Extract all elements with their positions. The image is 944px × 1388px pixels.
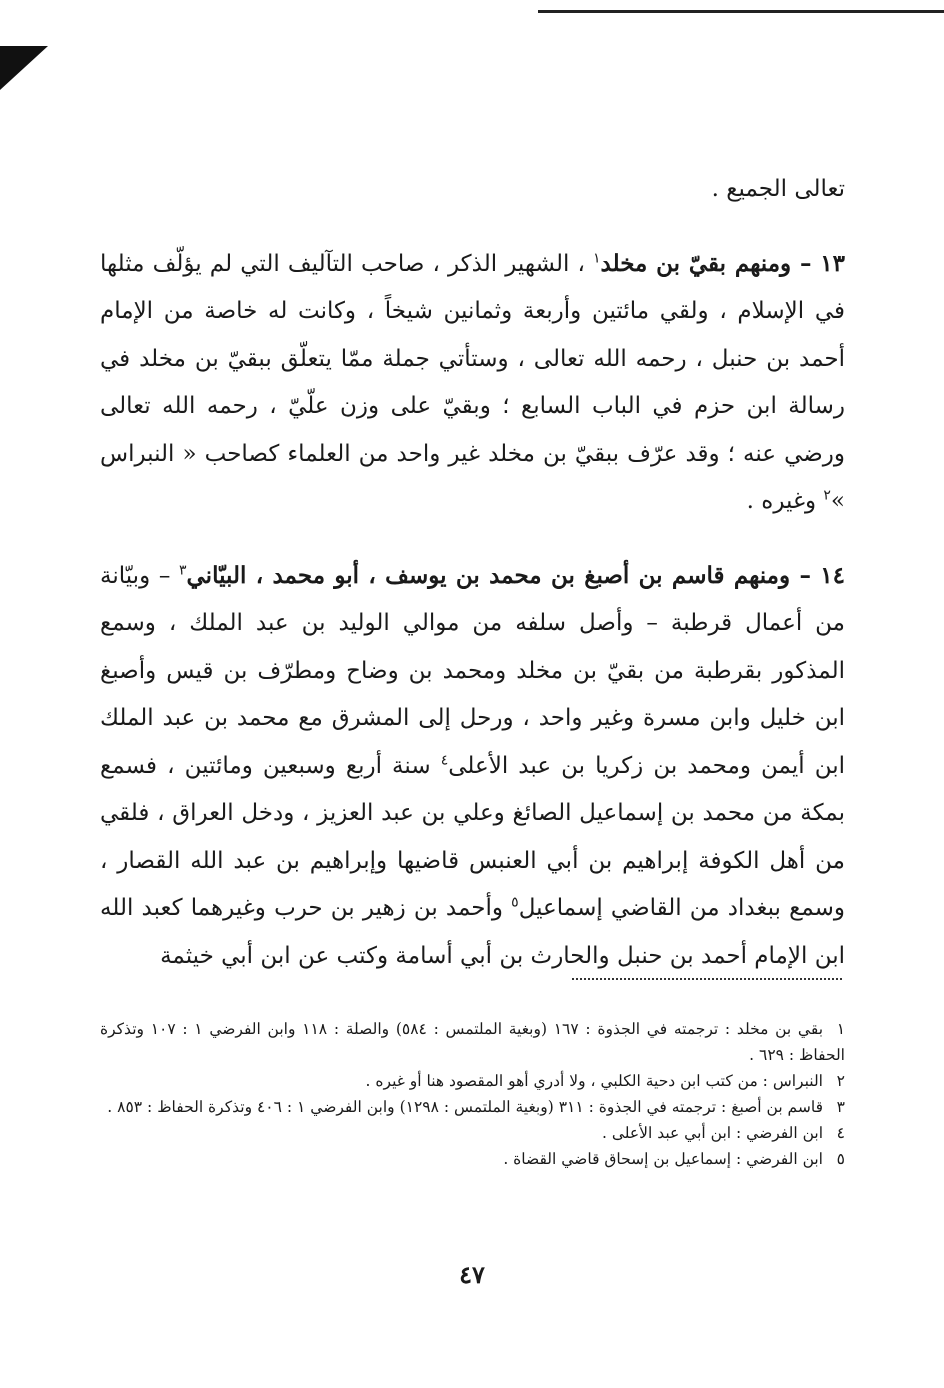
main-text <box>100 166 845 980</box>
paragraph-continuation: تعالى الجميع . <box>711 176 845 202</box>
footnote-divider <box>572 978 842 980</box>
footnote-item <box>100 1146 845 1172</box>
footnote-text: ابن الفرضي : ابن أبي عبد الأعلى . <box>601 1124 823 1142</box>
paragraph-text: وأحمد بن زهير بن حرب وغيرهما كعبد الله ابن الإمام أحمد بن حنبل والحارث بن أبي أسامة وكتب عن ابن أبي خيثمة <box>100 895 845 969</box>
corner-triangle-mark <box>0 46 48 90</box>
footnote-ref: ٥ <box>511 894 519 911</box>
footnote-text: قاسم بن أصبغ : ترجمته في الجذوة : ٣١١ (وبغية الملتمس : ١٢٩٨) وابن الفرضي ١ : ٤٠٦ وتذكرة الحفاظ : ٨٥٣ . <box>107 1098 823 1116</box>
footnote-ref: ٣ <box>178 561 187 578</box>
paragraph-text: – وبيّانة من أعمال قرطبة – وأصل سلفه من موالي الوليد بن عبد الملك ، وسمع المذكور بقرطبة من بقيّ بن مخلد ومحمد بن وضاح ومطرّف بن قيس وأصبغ ابن خليل وابن مسرة وغير واحد ، ورحل إلى المشرق مع محمد بن عبد الملك ابن أيمن ومحمد بن زكريا بن عبد الأعلى <box>100 562 845 779</box>
paragraph-text: وغيره . <box>746 488 824 514</box>
top-rule <box>538 10 944 13</box>
page-number: ٤٧ <box>459 1260 485 1289</box>
footnote-ref: ٤ <box>440 751 449 768</box>
footnote-text: بقي بن مخلد : ترجمته في الجذوة : ١٦٧ (وبغية الملتمس : ٥٨٤) والصلة : ١١٨ وابن الفرضي ١ : ١٠٧ وتذكرة الحفاظ : ٦٢٩ . <box>100 1020 845 1064</box>
footnote-number: ١ <box>836 1020 846 1038</box>
footnote-text: ابن الفرضي : إسماعيل بن إسحاق قاضي القضاة . <box>503 1150 823 1168</box>
footnote-item <box>100 1094 845 1120</box>
paragraph-text: سنة أربع وسبعين ومائتين ، فسمع بمكة من محمد بن إسماعيل الصائغ وعلي بن عبد العزيز ، ودخل العراق ، فلقي من أهل الكوفة إبراهيم بن أبي العنبس قاضيها وإبراهيم بن عبد الله القصار ، وسمع ببغداد من القاضي إسماعيل <box>100 752 845 921</box>
footnote-item <box>100 1016 845 1068</box>
footnote-text: النبراس : من كتب ابن دحية الكلبي ، ولا أدري أهو المقصود هنا أو غيره . <box>365 1072 823 1090</box>
footnote-item <box>100 1120 845 1146</box>
paragraph-text: ، الشهير الذكر ، صاحب التآليف التي لم يؤلّف مثلها في الإسلام ، ولقي مائتين وأربعة وثمانين شيخاً ، وكانت له خاصة من الإمام أحمد بن حنبل ، رحمه الله تعالى ، وستأتي جملة ممّا يتعلّق ببقيّ بن مخلد في رسالة ابن حزم في الباب السابع ؛ وبقيّ على وزن علّيّ ، رحمه الله تعالى ورضي عنه ؛ وقد عرّف ببقيّ بن مخلد غير واحد من العلماء كصاحب « النبراس » <box>100 250 845 514</box>
footnote-number: ٢ <box>836 1072 845 1090</box>
footnote-number: ٤ <box>836 1124 845 1142</box>
paragraph-entry-14 <box>100 552 845 981</box>
footnotes-list <box>100 1016 845 1172</box>
footnote-ref: ٢ <box>823 487 831 504</box>
paragraph-entry-13 <box>100 240 845 526</box>
entry-heading: ١٤ – ومنهم قاسم بن أصبغ بن محمد بن يوسف ، أبو محمد ، البيّاني <box>186 561 846 589</box>
entry-heading: ١٣ – ومنهم بقيّ بن مخلد <box>600 249 845 277</box>
footnote-ref: ١ <box>592 249 601 266</box>
footnote-item <box>100 1068 845 1094</box>
footnote-number: ٥ <box>836 1150 845 1168</box>
footnote-number: ٣ <box>836 1098 845 1116</box>
